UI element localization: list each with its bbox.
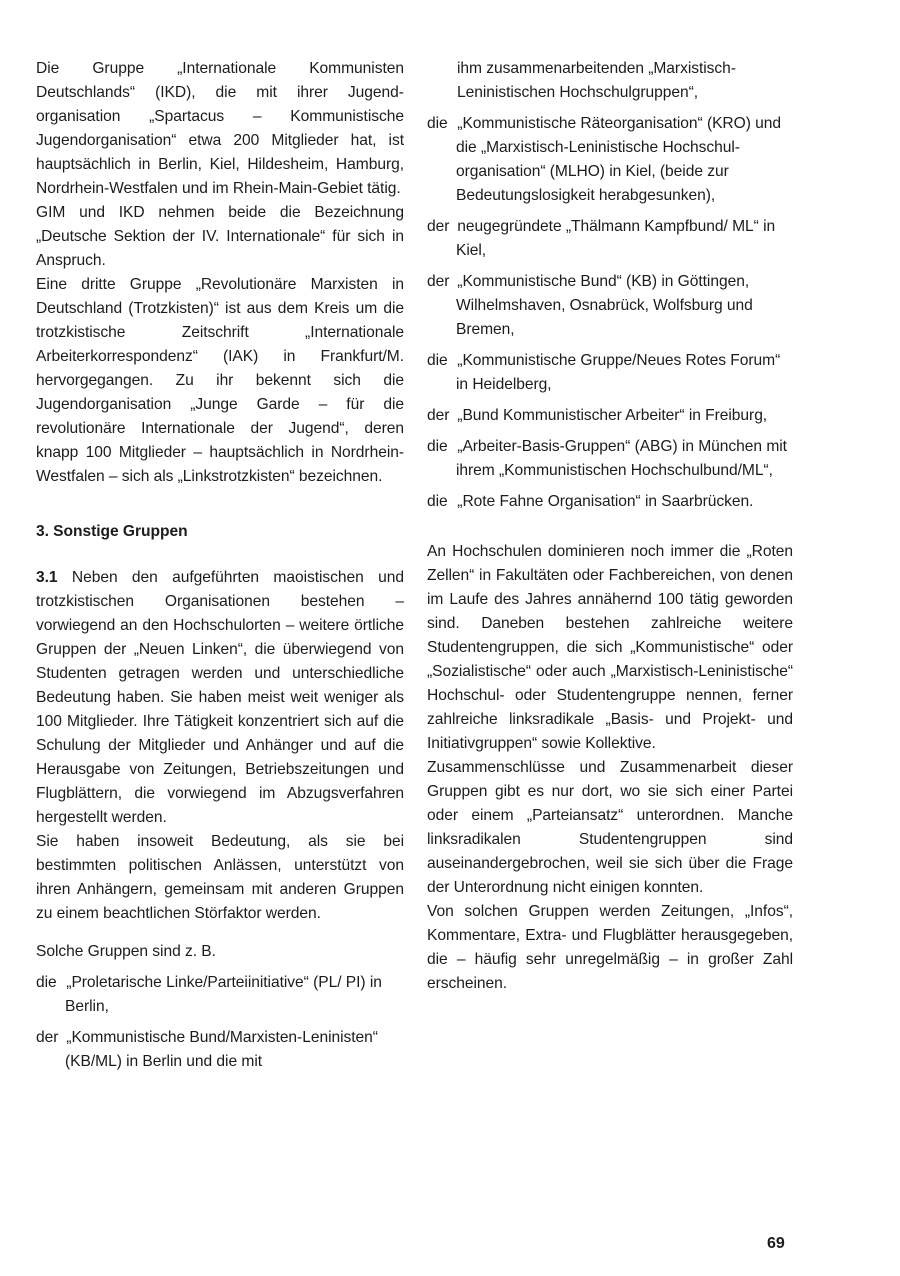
right-column [427,57,793,996]
list-item-text: „Kommunistische Gruppe/Neues Rotes Forum“ in Heidelberg, [456,352,781,393]
list-item-text: „Arbeiter-Basis-Gruppen“ (ABG) in München mit ihrem „Kommunistischen Hochschulbund/ML“, [456,438,787,479]
list-item-article: die [36,974,57,991]
list-item-text: „Rote Fahne Organisation“ in Saarbrücken. [457,493,754,510]
list-item-article: der [427,273,450,290]
paragraph-hochschulen: An Hochschulen dominieren noch immer die „Roten Zellen“ in Fakultäten oder Fachbereichen, von denen im Laufe des Jahres annähernd 100 tätig geworden sind. Daneben bestehen zahlreiche weitere Studentengruppen, die sich „Kommunistische“ oder „Sozialistische“ oder auch „Marxistisch-Leninistische“ Hochschul- oder Studentengruppe nennen, ferner zahlreiche linksradikale „Basis- und Projekt- und Initiativgruppen“ sowie Kollektive. [427,543,793,752]
paragraph-solche-gruppen: Solche Gruppen sind z. B. [36,943,216,960]
paragraph-gim-ikd: GIM und IKD nehmen beide die Bezeichnung „Deutsche Sektion der IV. Internationale“ für sich in Anspruch. [36,204,404,269]
list-item-continuation: ihm zusammenarbeitenden „Marxistisch-Leninistischen Hochschulgruppen“, [457,60,736,101]
list-item [427,215,793,263]
list-item-text: „Kommunistische Räteorganisation“ (KRO) und die „Marxistisch-Leninistische Hochschulorganisation“ (MLHO) in Kiel, (beide zur Bedeutungslosigkeit herabgesunken), [456,115,782,204]
list-item-article: die [427,438,448,455]
paragraph-zeitungen: Von solchen Gruppen werden Zeitungen, „Infos“, Kommentare, Extra- und Flugblätter herausgegeben, die – häufig sehr unregelmäßig – in großer Zahl erscheinen. [427,903,793,992]
list-item-article: der [427,218,450,235]
list-item-article: der [36,1029,59,1046]
list-item [427,270,793,342]
list-item-text: „Bund Kommunistischer Arbeiter“ in Freiburg, [457,407,768,424]
list-item-text: neugegründete „Thälmann Kampfbund/ ML“ in Kiel, [456,218,776,259]
list-item-article: die [427,493,448,510]
list-item-article: die [427,115,448,132]
list-item-article: die [427,352,448,369]
list-item-text: „Proletarische Linke/Parteiinitiative“ (PL/ PI) in Berlin, [65,974,382,1015]
list-item [427,490,793,514]
paragraph-zusammenschluesse: Zusammenschlüsse und Zusammenarbeit dieser Gruppen gibt es nur dort, wo sie sich einer Partei oder einem „Parteiansatz“ unterordnen. Manche linksradikalen Studentengruppen sind auseinandergebrochen, weil sie sich über die Frage der Unterordnung nicht einigen konnten. [427,759,793,896]
paragraph-bedeutung: Sie haben insoweit Bedeutung, als sie bei bestimmten politischen Anlässen, unterstützt von ihren Anhängern, gemeinsam mit anderen Gruppen zu einem beachtlichen Störfaktor werden. [36,833,404,922]
page-number: 69 [767,1235,785,1252]
section-number: 3.1 [36,569,58,586]
list-item-article: der [427,407,450,424]
list-item-text: „Kommunistische Bund“ (KB) in Göttingen, Wilhelmshaven, Osnabrück, Wolfsburg und Bremen, [456,273,753,338]
paragraph-ikd: Die Gruppe „Internationale Kommunisten Deutschlands“ (IKD), die mit ihrer Jugendorganisation „Spartacus – Kommunistische Jugendorganisation“ etwa 200 Mitglieder hat, ist hauptsächlich in Berlin, Kiel, Hildesheim, Hamburg, Nordrhein-Westfalen und im Rhein-Main-Gebiet tätig. [36,60,404,197]
list-item [427,404,793,428]
section-heading: 3. Sonstige Gruppen [36,523,188,540]
paragraph-section-3-1-text: Neben den aufgeführten maoistischen und trotzkistischen Organisationen bestehen – vorwiegend an den Hochschulorten – weitere örtliche Gruppen der „Neuen Linken“, die überwiegend von Studenten getragen werden und unterschiedliche Bedeutung haben. Sie haben meist weit weniger als 100 Mitglieder. Ihre Tätigkeit konzentriert sich auf die Schulung der Mitglieder und Anhänger und auf die Herausgabe von Zeitungen, Betriebszeitungen und Flugblättern, die vorwiegend im Abzugsverfahren hergestellt werden. [36,569,404,826]
list-item [427,349,793,397]
list-item [36,1026,404,1074]
list-item-text: „Kommunistische Bund/Marxisten-Leninisten“ (KB/ML) in Berlin und die mit [65,1029,378,1070]
left-column [36,57,404,1074]
paragraph-section-3-1 [36,566,404,830]
list-item [427,112,793,208]
paragraph-revolutionaere-marxisten: Eine dritte Gruppe „Revolutionäre Marxisten in Deutschland (Trotzkisten)“ ist aus dem Kreis um die trotzkistische Zeitschrift „Internationale Arbeiterkorrespondenz“ (IAK) in Frankfurt/M. hervorgegangen. Zu ihr bekennt sich die Jugendorganisation „Junge Garde – für die revolutionäre Internationale der Jugend“, deren knapp 100 Mitglieder – hauptsächlich in Nordrhein-Westfalen – sich als „Linkstrotzkisten“ bezeichnen. [36,276,404,485]
list-item [36,971,404,1019]
list-item [427,435,793,483]
